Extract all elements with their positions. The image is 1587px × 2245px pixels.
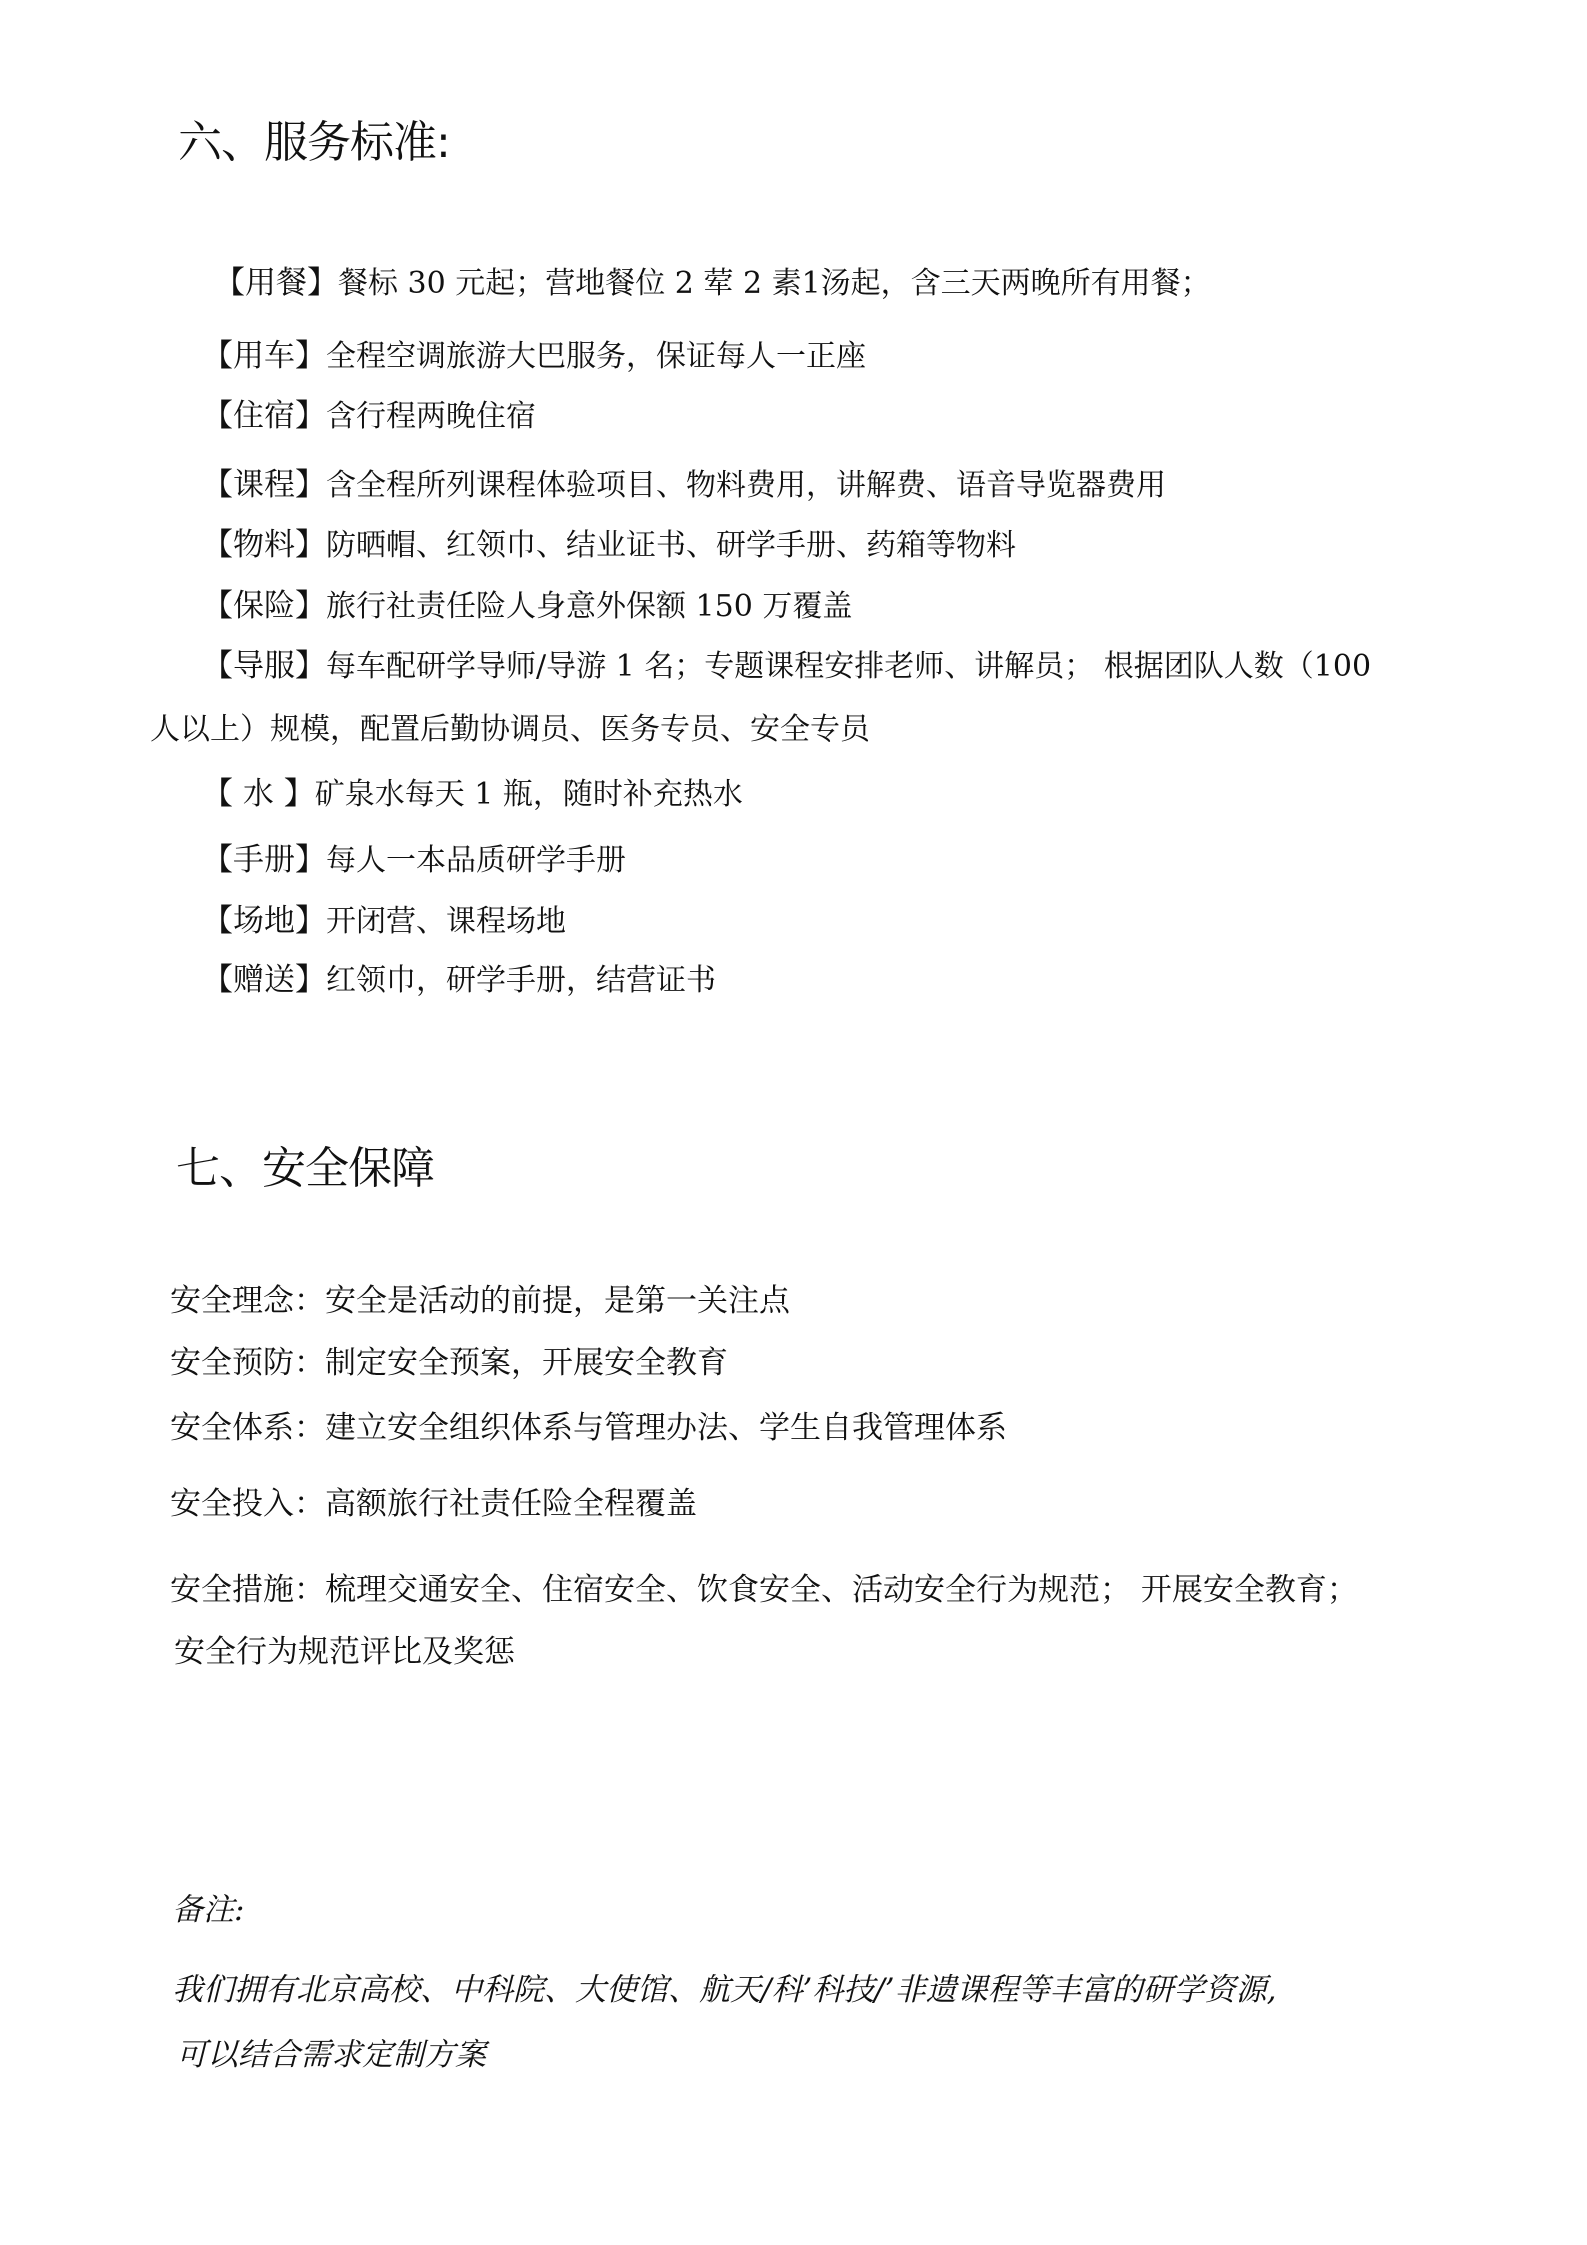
service-tag: 【保险】: [202, 588, 326, 624]
service-tag: 【场地】: [202, 903, 326, 939]
remarks-label: 备注:: [172, 1892, 245, 1928]
safety-measures: 安全措施：梳理交通安全、住宿安全、饮食安全、活动安全行为规范； 开展安全教育；: [170, 1572, 1358, 1608]
service-text: 含全程所列课程体验项目、物料费用，讲解费、语音导览器费用: [326, 468, 1166, 503]
service-item-handbook: [202, 842, 626, 879]
service-tag: 【手册】: [202, 842, 326, 878]
service-tag: 【住宿】: [202, 398, 326, 434]
service-item-materials: [202, 527, 1016, 564]
safety-measures-continued: 安全行为规范评比及奖惩: [174, 1634, 515, 1670]
service-item-gifts: [202, 962, 716, 999]
safety-investment: 安全投入：高额旅行社责任险全程覆盖: [170, 1486, 697, 1522]
service-tag: 【赠送】: [202, 962, 326, 998]
service-text: 红领巾，研学手册，结营证书: [326, 963, 716, 998]
service-item-course: [202, 467, 1166, 504]
service-text: 每人一本品质研学手册: [326, 843, 626, 878]
service-text: 全程空调旅游大巴服务，保证每人一正座: [326, 339, 866, 374]
service-text: 人以上）规模，配置后勤协调员、医务专员、安全专员: [150, 712, 870, 747]
service-tag: 【导服】: [202, 648, 326, 684]
service-text: 矿泉水每天 1 瓶，随时补充热水: [314, 777, 743, 812]
service-text: 开闭营、课程场地: [326, 904, 566, 939]
service-item-venue: [202, 903, 566, 940]
remarks-line-2: 可以结合需求定制方案: [176, 2037, 486, 2073]
service-text: 含行程两晚住宿: [326, 399, 536, 434]
service-item-water: [202, 776, 743, 813]
section-6-heading: 六、服务标准:: [178, 117, 450, 168]
service-item-guide-continued: [150, 712, 870, 748]
service-tag: 【物料】: [202, 527, 326, 563]
section-7-heading: 七、安全保障: [176, 1143, 434, 1194]
service-item-vehicle: [202, 338, 866, 375]
service-text: 防晒帽、红领巾、结业证书、研学手册、药箱等物料: [326, 528, 1016, 563]
service-item-insurance: [202, 588, 852, 625]
service-tag: 【课程】: [202, 467, 326, 503]
service-item-meal: [214, 265, 1211, 302]
service-text: 每车配研学导师/导游 1 名；专题课程安排老师、讲解员； 根据团队人数（100: [326, 649, 1372, 684]
service-tag: 【 水 】: [202, 776, 315, 812]
safety-prevention: 安全预防：制定安全预案，开展安全教育: [170, 1345, 728, 1381]
service-tag: 【用餐】: [214, 265, 338, 301]
remarks-line-1: 我们拥有北京高校、中科院、大使馆、航天/科’科技/’非遗课程等丰富的研学资源,: [172, 1972, 1277, 2008]
service-text: 餐标 30 元起；营地餐位 2 荤 2 素1汤起，含三天两晚所有用餐；: [338, 266, 1211, 301]
service-tag: 【用车】: [202, 338, 326, 374]
service-item-lodging: [202, 398, 536, 435]
safety-system: 安全体系：建立安全组织体系与管理办法、学生自我管理体系: [170, 1410, 1007, 1446]
service-text: 旅行社责任险人身意外保额 150 万覆盖: [326, 589, 853, 624]
service-item-guide: [202, 648, 1371, 685]
safety-concept: 安全理念：安全是活动的前提，是第一关注点: [170, 1283, 790, 1319]
